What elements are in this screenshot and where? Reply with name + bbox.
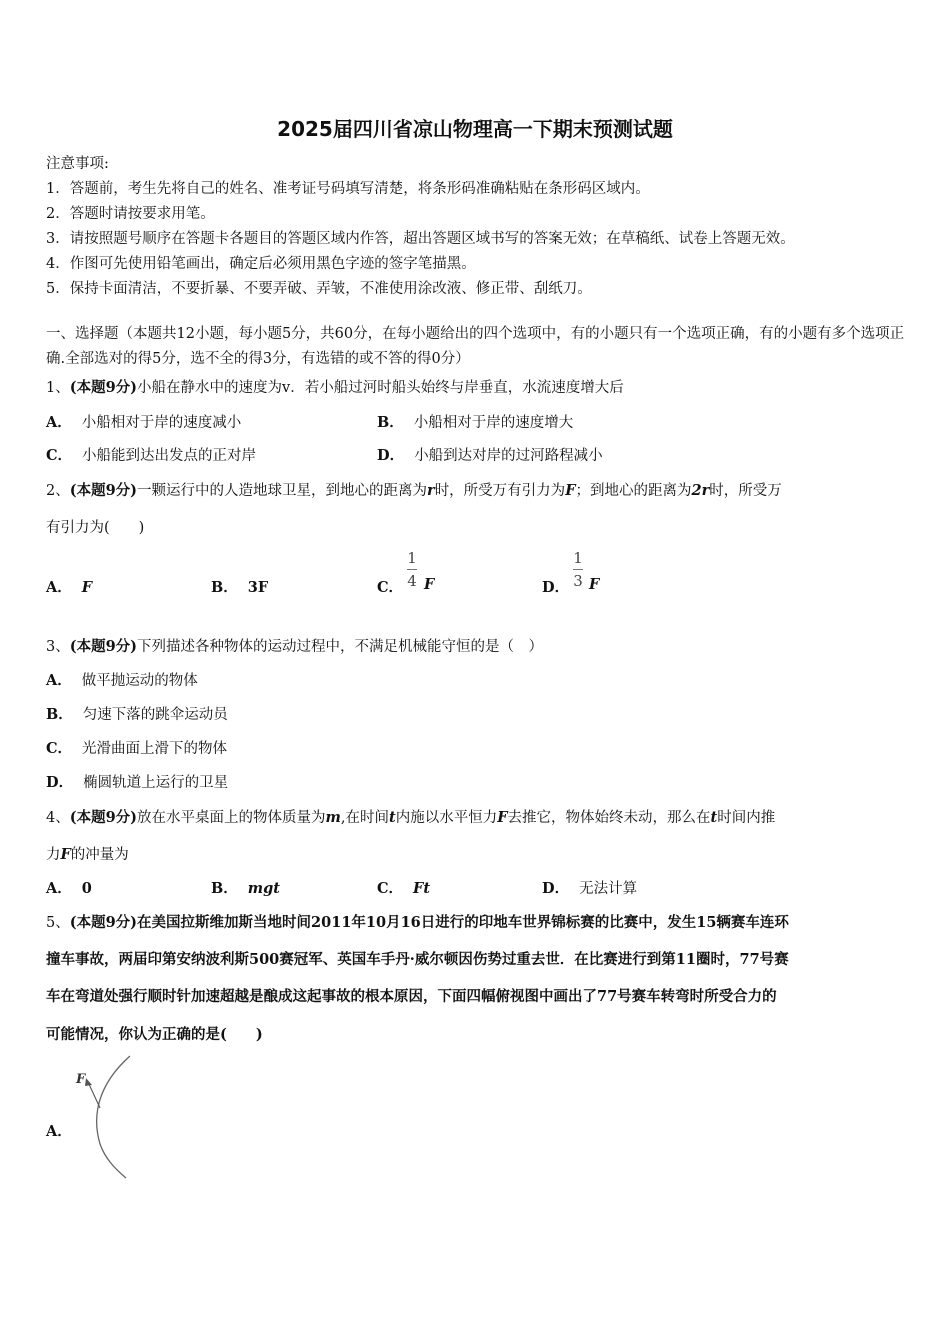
q2-option-a[interactable]: A． F (46, 579, 93, 596)
q3-option-c[interactable]: C． 光滑曲面上滑下的物体 (46, 740, 228, 757)
q2-option-c-var: F (424, 576, 435, 593)
notice-item-1: 1．答题前，考生先将自己的姓名、准考证号码填写清楚，将条形码准确粘贴在条形码区域内。 (46, 181, 650, 197)
q3-option-a[interactable]: A． 做平抛运动的物体 (46, 672, 198, 689)
q5-option-a[interactable]: A． (46, 1123, 72, 1140)
q2-option-c[interactable]: C． (377, 579, 404, 596)
q4-option-b[interactable]: B． mgt (211, 880, 280, 897)
question-1 (46, 376, 624, 397)
question-2: 2、(本题9分)一颗运行中的人造地球卫星，到地心的距离为r时，所受万有引力为F；到地心的距离为2r时，所受万 (46, 482, 782, 499)
question-5-line-4: 可能情况，你认为正确的是( ) (46, 1026, 263, 1043)
page-title: 2025届四川省凉山物理高一下期末预测试题 (277, 117, 673, 141)
force-label: F (76, 1072, 86, 1087)
question-5: 5、(本题9分)在美国拉斯维加斯当地时间2011年10月16日进行的印地车世界锦标赛的比赛中，发生15辆赛车连环 (46, 914, 789, 931)
q4-option-a[interactable]: A． 0 (46, 880, 92, 897)
question-5-line-2: 撞车事故，两届印第安纳波利斯500赛冠军、英国车手丹·威尔顿因伤势过重去世．在比赛进行到第11圈时，77号赛 (46, 951, 789, 968)
notice-item-2: 2．答题时请按要求用笔。 (46, 206, 215, 222)
notice-item-4: 4．作图可先使用铅笔画出，确定后必须用黑色字迹的签字笔描黑。 (46, 256, 476, 272)
notice-heading: 注意事项: (46, 156, 109, 172)
q1-option-d[interactable]: D． 小船到达对岸的过河路程减小 (377, 447, 603, 464)
notice-item-3: 3．请按照题号顺序在答题卡各题目的答题区域内作答，超出答题区域书写的答案无效；在草稿纸、试卷上答题无效。 (46, 231, 795, 247)
q1-text: 小船在静水中的速度为v．若小船过河时船头始终与岸垂直，水流速度增大后 (137, 380, 624, 396)
question-3: 3、(本题9分)下列描述各种物体的运动过程中，不满足机械能守恒的是（ ） (46, 638, 544, 655)
q2-option-d-fraction: 1 3 (573, 549, 583, 590)
section-intro: 一、选择题（本题共12小题，每小题5分，共60分，在每小题给出的四个选项中，有的小题只有一个选项正确，有的小题有多个选项正确.全部选对的得5分，选不全的得3分，有选错的或不答的得0分） (46, 326, 905, 367)
q3-option-d[interactable]: D． 椭圆轨道上运行的卫星 (46, 774, 229, 791)
question-5-line-3: 车在弯道处强行顺时针加速超越是酿成这起事故的根本原因，下面四幅俯视图中画出了77号赛车转弯时所受合力的 (46, 988, 777, 1005)
q4-option-c[interactable]: C． Ft (377, 880, 431, 897)
notice-item-5: 5．保持卡面清洁，不要折暴、不要弄破、弄皱，不准使用涂改液、修正带、刮纸刀。 (46, 281, 592, 297)
q1-option-c[interactable]: C． 小船能到达出发点的正对岸 (46, 447, 257, 464)
q1-number: 1、 (46, 380, 70, 396)
question-2-cont: 有引力为( ) (46, 520, 145, 536)
q3-option-b[interactable]: B． 匀速下落的跳伞运动员 (46, 706, 228, 723)
q2-option-d[interactable]: D． (542, 579, 570, 596)
q1-option-a[interactable]: A． 小船相对于岸的速度减小 (46, 414, 242, 431)
q2-option-d-var: F (589, 576, 600, 593)
q2-option-c-fraction: 1 4 (407, 549, 417, 590)
q5-option-a-figure (68, 1052, 148, 1182)
q2-option-b[interactable]: B． 3F (211, 579, 269, 596)
q1-tag: (本题9分) (69, 379, 138, 396)
q1-option-b[interactable]: B． 小船相对于岸的速度增大 (377, 414, 574, 431)
question-4-cont: 力F的冲量为 (46, 846, 129, 863)
q4-option-d[interactable]: D． 无法计算 (542, 880, 638, 897)
question-4: 4、(本题9分)放在水平桌面上的物体质量为m,在时间t内施以水平恒力F去推它，物体始终未动，那么在t时间内推 (46, 809, 776, 826)
